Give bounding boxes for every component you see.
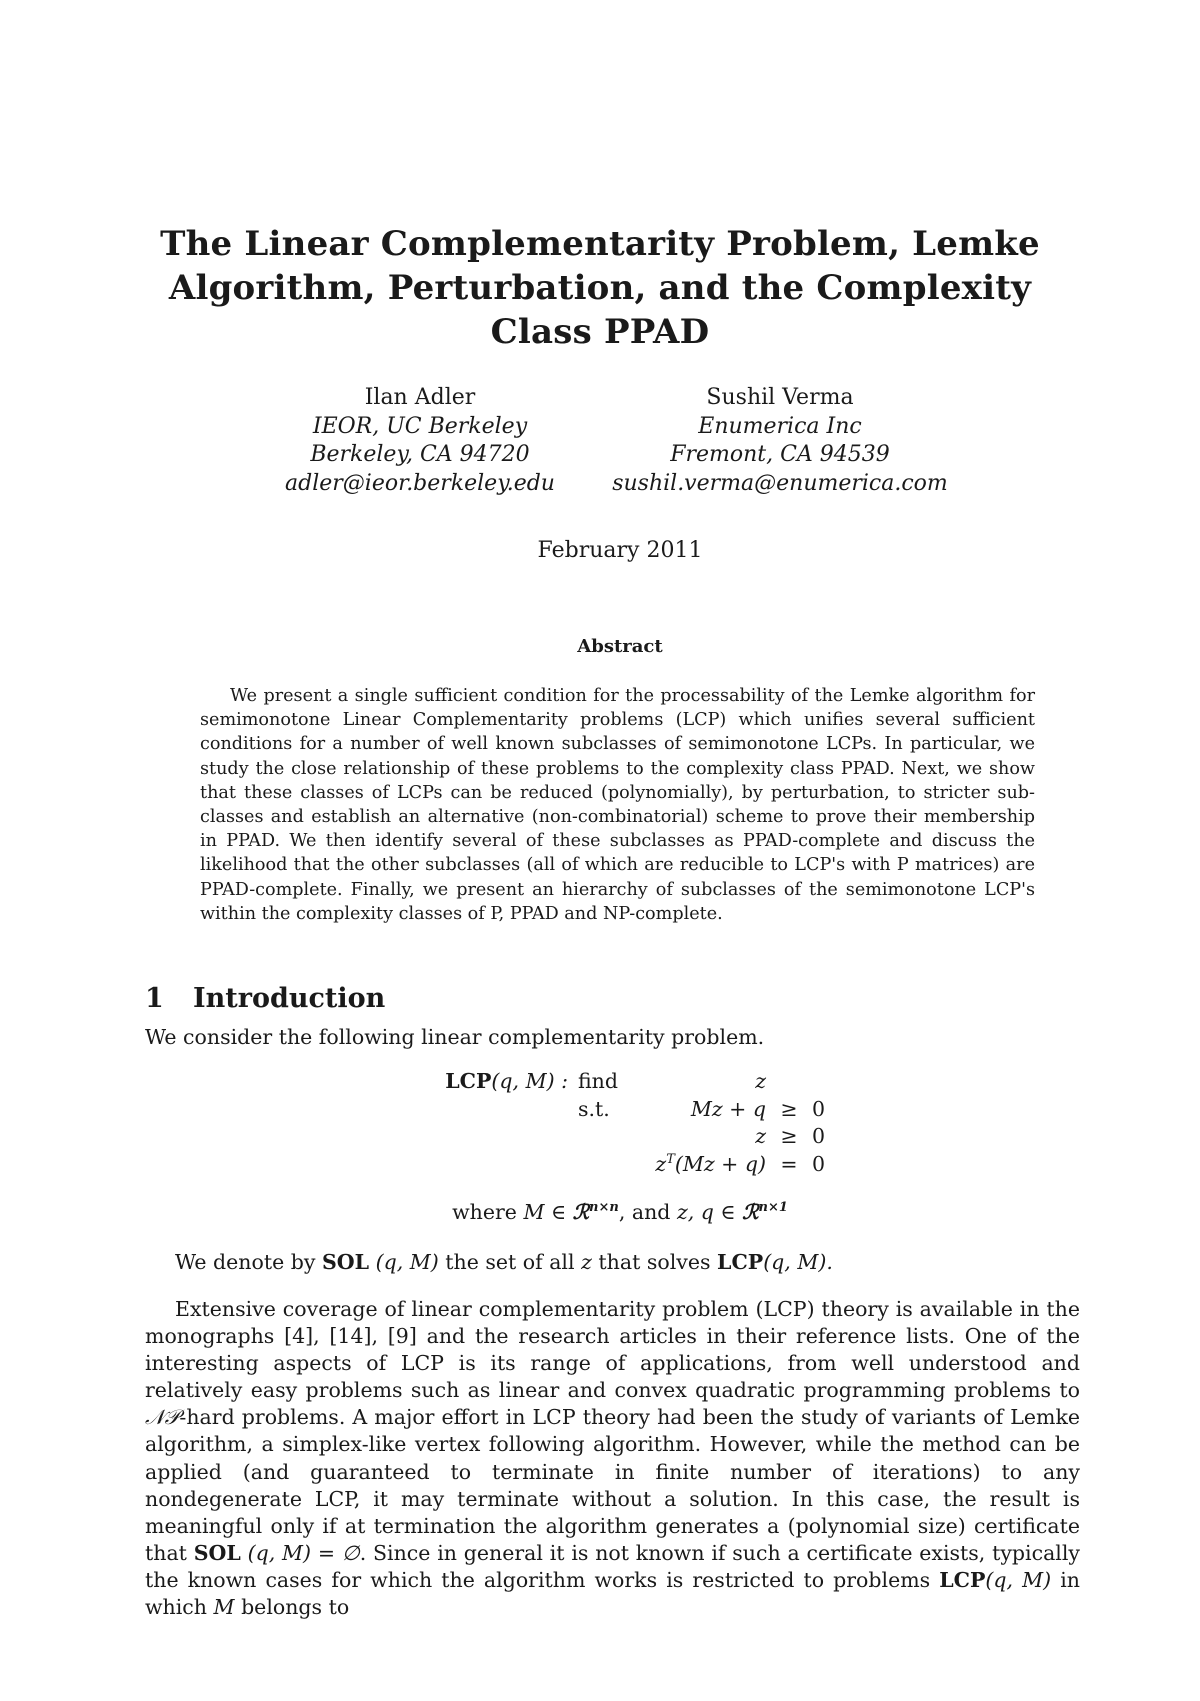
author-affiliation: Enumerica Inc — [698, 413, 862, 439]
lcp-row-rel: ≥ — [780, 1096, 798, 1121]
lcp-row-rel — [766, 1068, 812, 1096]
lcp-row-lhs: z — [755, 1124, 766, 1148]
intro-paragraph: Extensive coverage of linear complementarity problem (LCP) theory is available in the monographs [4], [14], [9] and the research articles in their reference lists. One of the interesting aspects of LCP is its range of applications, from well understood and relatively easy problems such as linear and convex quadratic programming problems to 𝒩𝒫-hard problems. A major effort in LCP theory had been the study of variants of Lemke algorithm, a simplex-like vertex following algorithm. However, while the method can be applied (and guaranteed to terminate in finite number of iterations) to any nondegenerate LCP, it may terminate without a solution. In this case, the result is meaningful only if at termination the algorithm generates a (polynomial size) certificate that SOL (q, M) = ∅. Since in general it is not known if such a certificate exists, typically the known cases for which the algorithm works is restricted to problems LCP(q, M) in which M belongs to — [145, 1297, 1080, 1620]
section-heading — [145, 983, 385, 1014]
author-email[interactable]: adler@ieor.berkeley.edu — [285, 470, 555, 496]
author-2 — [610, 384, 950, 498]
section-title: Introduction — [193, 983, 386, 1014]
lcp-row-rhs — [812, 1068, 842, 1096]
author-name: Sushil Verma — [706, 385, 854, 410]
lcp-find: find — [578, 1069, 618, 1093]
lcp-row-rhs: 0 — [812, 1124, 826, 1148]
paper-date: February 2011 — [537, 538, 703, 563]
lcp-row-lhs: z — [755, 1069, 766, 1093]
abstract-heading: Abstract — [577, 636, 663, 657]
lcp-row-rel: = — [780, 1151, 798, 1176]
lcp-row-rel: ≥ — [780, 1124, 798, 1148]
paper-title: The Linear Complementarity Problem, Lemke Algorithm, Perturbation, and the Complexity Class PPAD — [160, 224, 1040, 352]
lcp-row-lhs: $z^T(Mz + q)$ — [655, 1151, 766, 1176]
lcp-label: LCP(q, M) : — [445, 1069, 568, 1093]
lcp-formulation — [420, 1068, 842, 1178]
abstract-body: We present a single sufficient condition for the processability of the Lemke algorithm for semimonotone Linear Complementarity problems (LCP) which unifies several sufficient conditions for a number of well known subclasses of semimonotone LCPs. In particular, we study the close relationship of these problems to the complexity class PPAD. Next, we show that these classes of LCPs can be reduced (polynomially), by perturbation, to stricter sub-classes and establish an alternative (non-combinatorial) scheme to prove their membership in PPAD. We then identify several of these subclasses as PPAD-complete and discuss the likelihood that the other subclasses (all of which are reducible to LCP's with P matrices) are PPAD-complete. Finally, we present an hierarchy of subclasses of the semimonotone LCP's within the complexity classes of P, PPAD and NP-complete. — [200, 686, 1035, 924]
author-name: Ilan Adler — [364, 385, 476, 410]
lcp-row-rhs: 0 — [812, 1151, 826, 1176]
where-clause: where M ∈ ℛ$^{n\times n}$, and z, q ∈ ℛ$^{n\times 1}$ — [452, 1200, 788, 1224]
author-1 — [280, 384, 560, 498]
author-affiliation: IEOR, UC Berkeley — [312, 413, 528, 439]
lcp-row-rhs: 0 — [812, 1096, 826, 1121]
author-address: Berkeley, CA 94720 — [310, 442, 530, 467]
author-email[interactable]: sushil.verma@enumerica.com — [612, 470, 948, 496]
lcp-st: s.t. — [578, 1096, 610, 1121]
section-number: 1 — [145, 983, 164, 1014]
lcp-row-lhs: Mz + q — [690, 1096, 766, 1121]
sol-definition: We denote by SOL (q, M) the set of all z that solves LCP(q, M). — [175, 1250, 833, 1274]
intro-sentence: We consider the following linear complementarity problem. — [145, 1025, 765, 1049]
author-address: Fremont, CA 94539 — [670, 442, 890, 467]
